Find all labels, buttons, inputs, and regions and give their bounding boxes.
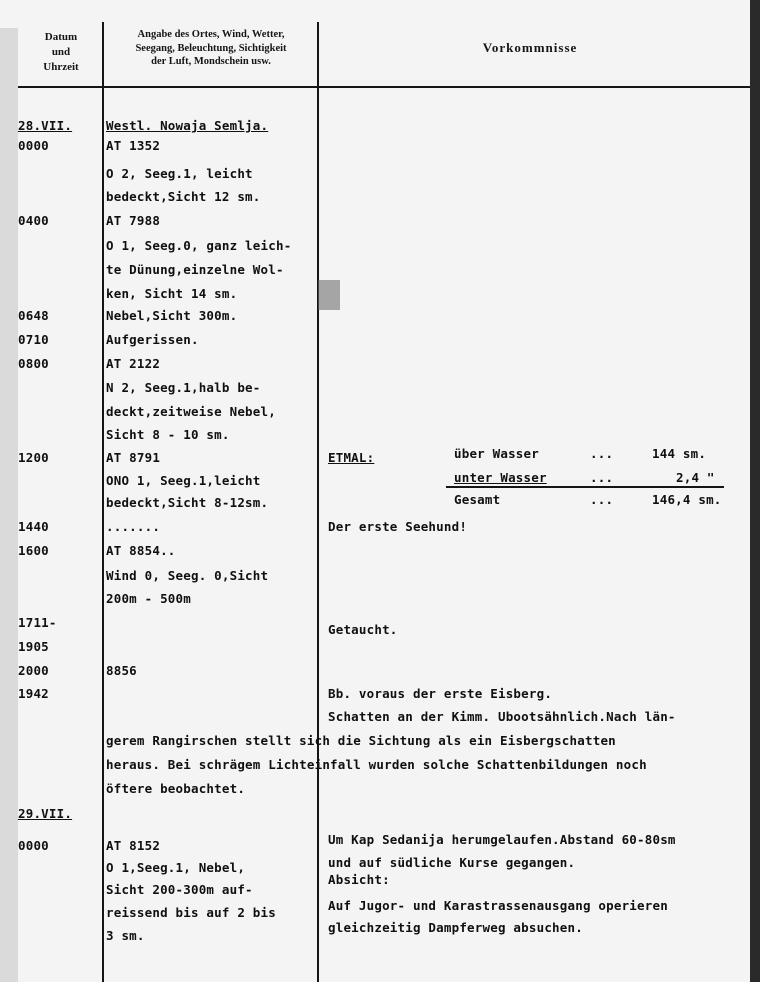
event-eisberg-line: heraus. Bei schrägem Lichteinfall wurden solche Schattenbildungen noch bbox=[106, 757, 647, 772]
event-seehund: Der erste Seehund! bbox=[328, 519, 468, 534]
location-cell: O 1,Seeg.1, Nebel, bbox=[106, 860, 246, 875]
etmal-row-name: unter Wasser bbox=[454, 470, 547, 485]
location-cell: AT 7988 bbox=[106, 213, 161, 228]
event-eisberg-line: Bb. voraus der erste Eisberg. bbox=[328, 686, 553, 701]
etmal-row-dots: ... bbox=[590, 470, 614, 485]
etmal-row-dots: ... bbox=[590, 446, 614, 461]
header-location-weather: Angabe des Ortes, Wind, Wetter, Seegang, Beleuchtung, Sichtigkeit der Luft, Mondschein usw. bbox=[135, 29, 287, 67]
event-line: Um Kap Sedanija herumgelaufen.Abstand 60-80sm bbox=[328, 832, 676, 847]
scan-smudge bbox=[0, 28, 18, 982]
etmal-sum-rule bbox=[446, 486, 724, 488]
event-line: Auf Jugor- und Karastrassenausgang operieren bbox=[328, 898, 668, 913]
etmal-row-value: 144 sm. bbox=[652, 446, 707, 461]
location-cell: Sicht 8 - 10 sm. bbox=[106, 427, 230, 442]
location-cell: bedeckt,Sicht 12 sm. bbox=[106, 189, 261, 204]
column-rule-1 bbox=[102, 22, 104, 982]
location-heading: Westl. Nowaja Semlja. bbox=[106, 118, 269, 133]
event-eisberg-line: öftere beobachtet. bbox=[106, 781, 246, 796]
location-cell: O 1, Seeg.0, ganz leich- bbox=[106, 238, 292, 253]
event-line: Absicht: bbox=[328, 872, 390, 887]
location-cell: 8856 bbox=[106, 663, 137, 678]
header-vorkommnisse: Vorkommnisse bbox=[482, 40, 578, 55]
time-cell: 0000 bbox=[18, 838, 49, 853]
etmal-label: ETMAL: bbox=[328, 450, 375, 465]
time-cell: 1200 bbox=[18, 450, 49, 465]
location-cell: N 2, Seeg.1,halb be- bbox=[106, 380, 261, 395]
location-cell: Aufgerissen. bbox=[106, 332, 199, 347]
location-cell: deckt,zeitweise Nebel, bbox=[106, 404, 276, 419]
location-cell: AT 1352 bbox=[106, 138, 161, 153]
etmal-row-name: über Wasser bbox=[454, 446, 539, 461]
time-cell: 0000 bbox=[18, 138, 49, 153]
page-binding-shadow bbox=[750, 0, 760, 982]
date-29-vii: 29.VII. bbox=[18, 806, 73, 821]
location-cell: AT 2122 bbox=[106, 356, 161, 371]
location-cell: reissend bis auf 2 bis bbox=[106, 905, 276, 920]
event-eisberg-line: Schatten an der Kimm. Ubootsähnlich.Nach län- bbox=[328, 709, 676, 724]
column-rule-2 bbox=[317, 22, 319, 982]
location-cell: AT 8791 bbox=[106, 450, 161, 465]
time-cell: 0710 bbox=[18, 332, 49, 347]
location-cell: te Dünung,einzelne Wol- bbox=[106, 262, 284, 277]
event-line: und auf südliche Kurse gegangen. bbox=[328, 855, 576, 870]
location-cell: 200m - 500m bbox=[106, 591, 191, 606]
time-cell: 0648 bbox=[18, 308, 49, 323]
time-cell: 1905 bbox=[18, 639, 49, 654]
location-cell: Wind 0, Seeg. 0,Sicht bbox=[106, 568, 269, 583]
etmal-row-dots: ... bbox=[590, 492, 614, 507]
scan-smudge bbox=[318, 280, 340, 310]
location-cell: ....... bbox=[106, 519, 161, 534]
event-eisberg-line: gerem Rangirschen stellt sich die Sichtung als ein Eisbergschatten bbox=[106, 733, 616, 748]
location-cell: O 2, Seeg.1, leicht bbox=[106, 166, 253, 181]
location-cell: bedeckt,Sicht 8-12sm. bbox=[106, 495, 269, 510]
location-cell: ONO 1, Seeg.1,leicht bbox=[106, 473, 261, 488]
etmal-row-value: 2,4 " bbox=[676, 470, 715, 485]
time-cell: 1942 bbox=[18, 686, 49, 701]
time-cell: 0800 bbox=[18, 356, 49, 371]
time-cell: 1440 bbox=[18, 519, 49, 534]
date-28-vii: 28.VII. bbox=[18, 118, 73, 133]
event-getaucht: Getaucht. bbox=[328, 622, 398, 637]
time-cell: 0400 bbox=[18, 213, 49, 228]
header-rule bbox=[0, 86, 752, 88]
etmal-row-value: 146,4 sm. bbox=[652, 492, 722, 507]
location-cell: AT 8854.. bbox=[106, 543, 176, 558]
location-cell: ken, Sicht 14 sm. bbox=[106, 286, 238, 301]
location-cell: AT 8152 bbox=[106, 838, 161, 853]
header-date-time: Datum und Uhrzeit bbox=[43, 31, 79, 73]
etmal-row-name: Gesamt bbox=[454, 492, 501, 507]
time-cell: 1600 bbox=[18, 543, 49, 558]
event-line: gleichzeitig Dampferweg absuchen. bbox=[328, 920, 583, 935]
time-cell: 1711- bbox=[18, 615, 57, 630]
location-cell: 3 sm. bbox=[106, 928, 145, 943]
location-cell: Nebel,Sicht 300m. bbox=[106, 308, 238, 323]
time-cell: 2000 bbox=[18, 663, 49, 678]
location-cell: Sicht 200-300m auf- bbox=[106, 882, 253, 897]
